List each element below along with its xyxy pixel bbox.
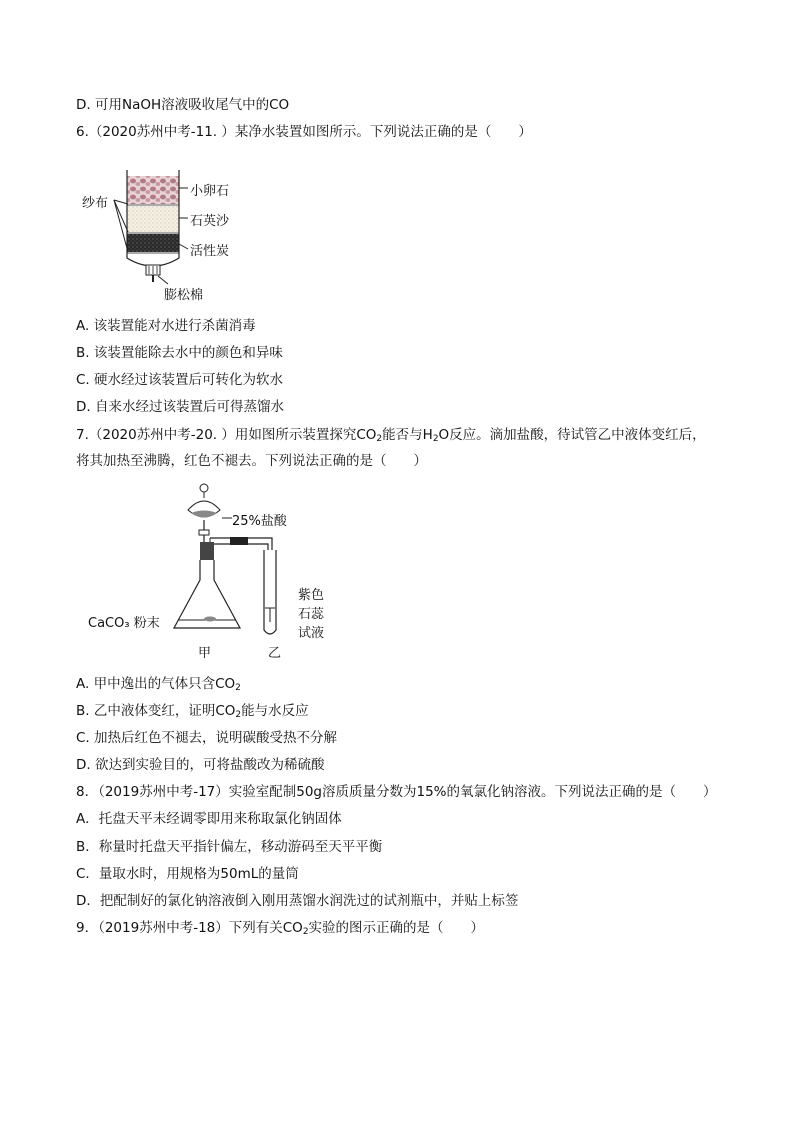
q6-option-b: B. 该装置能除去水中的颜色和异味 [76, 345, 283, 361]
label-carbon: 活性炭 [190, 244, 230, 259]
label-cotton: 膨松棉 [164, 288, 204, 303]
rubber-stopper [200, 542, 214, 560]
sand-layer [127, 206, 179, 232]
q6-stem: 6.（2020苏州中考-11. ）某净水装置如图所示。下列说法正确的是（ ） [76, 124, 532, 140]
label-sand: 石英沙 [190, 214, 230, 229]
q8-stem: 8．（2019苏州中考-17）实验室配制50g溶质质量分数为15%的氧氯化钠溶液。下列说法正确的是（ ） [76, 784, 717, 800]
q7-option-d: D. 欲达到实验目的，可将盐酸改为稀硫酸 [76, 757, 325, 773]
q6-option-a: A. 该装置能对水进行杀菌消毒 [76, 318, 256, 334]
q6-option-c: C. 硬水经过该装置后可转化为软水 [76, 372, 284, 388]
q7-option-c: C. 加热后红色不褪去，说明碳酸受热不分解 [76, 730, 338, 746]
q7-option-b: B. 乙中液体变红，证明$CO_2$能与水反应 [76, 703, 309, 720]
q7-option-a: A. 甲中逸出的气体只含$CO_2$ [76, 676, 241, 693]
q8-option-b: B．称量时托盘天平指针偏左，移动游码至天平平衡 [76, 839, 383, 855]
label-litmus-1: 紫色 [298, 588, 325, 603]
label-litmus-3: 试液 [298, 626, 325, 641]
label-pebble: 小卵石 [190, 184, 230, 199]
carbon-layer [127, 234, 179, 252]
label-tube-yi: 乙 [268, 646, 282, 661]
rubber-connector [230, 537, 248, 545]
pebble-layer [127, 176, 179, 204]
water-purifier-figure [80, 170, 260, 300]
q7-stem-line2: 将其加热至沸腾，红色不褪去。下列说法正确的是（ ） [76, 453, 427, 469]
q8-option-a: A．托盘天平未经调零即用来称取氯化钠固体 [76, 811, 342, 827]
label-caco3: CaCO₃ 粉末 [88, 616, 160, 631]
label-acid: 25%盐酸 [232, 514, 287, 529]
label-gauze: 纱布 [82, 196, 109, 211]
q7-stem-line1: 7.（2020苏州中考-20. ）用如图所示装置探究$CO_2$能否与$H_2O$反应。滴加盐酸，待试管乙中液体变红后， [76, 427, 706, 444]
q6-option-d: D. 自来水经过该装置后可得蒸馏水 [76, 399, 284, 415]
q8-option-c: C．量取水时，用规格为50mL的量筒 [76, 866, 299, 882]
q8-option-d: D．把配制好的氯化钠溶液倒入刚用蒸馏水润洗过的试剂瓶中，并贴上标签 [76, 893, 519, 909]
label-flask-jia: 甲 [198, 646, 212, 661]
q9-stem: 9．（2019苏州中考-18）下列有关$CO_2$实验的图示正确的是（ ） [76, 920, 485, 937]
label-litmus-2: 石蕊 [298, 607, 325, 622]
q5-option-d: D. 可用NaOH溶液吸收尾气中的CO [76, 97, 290, 113]
